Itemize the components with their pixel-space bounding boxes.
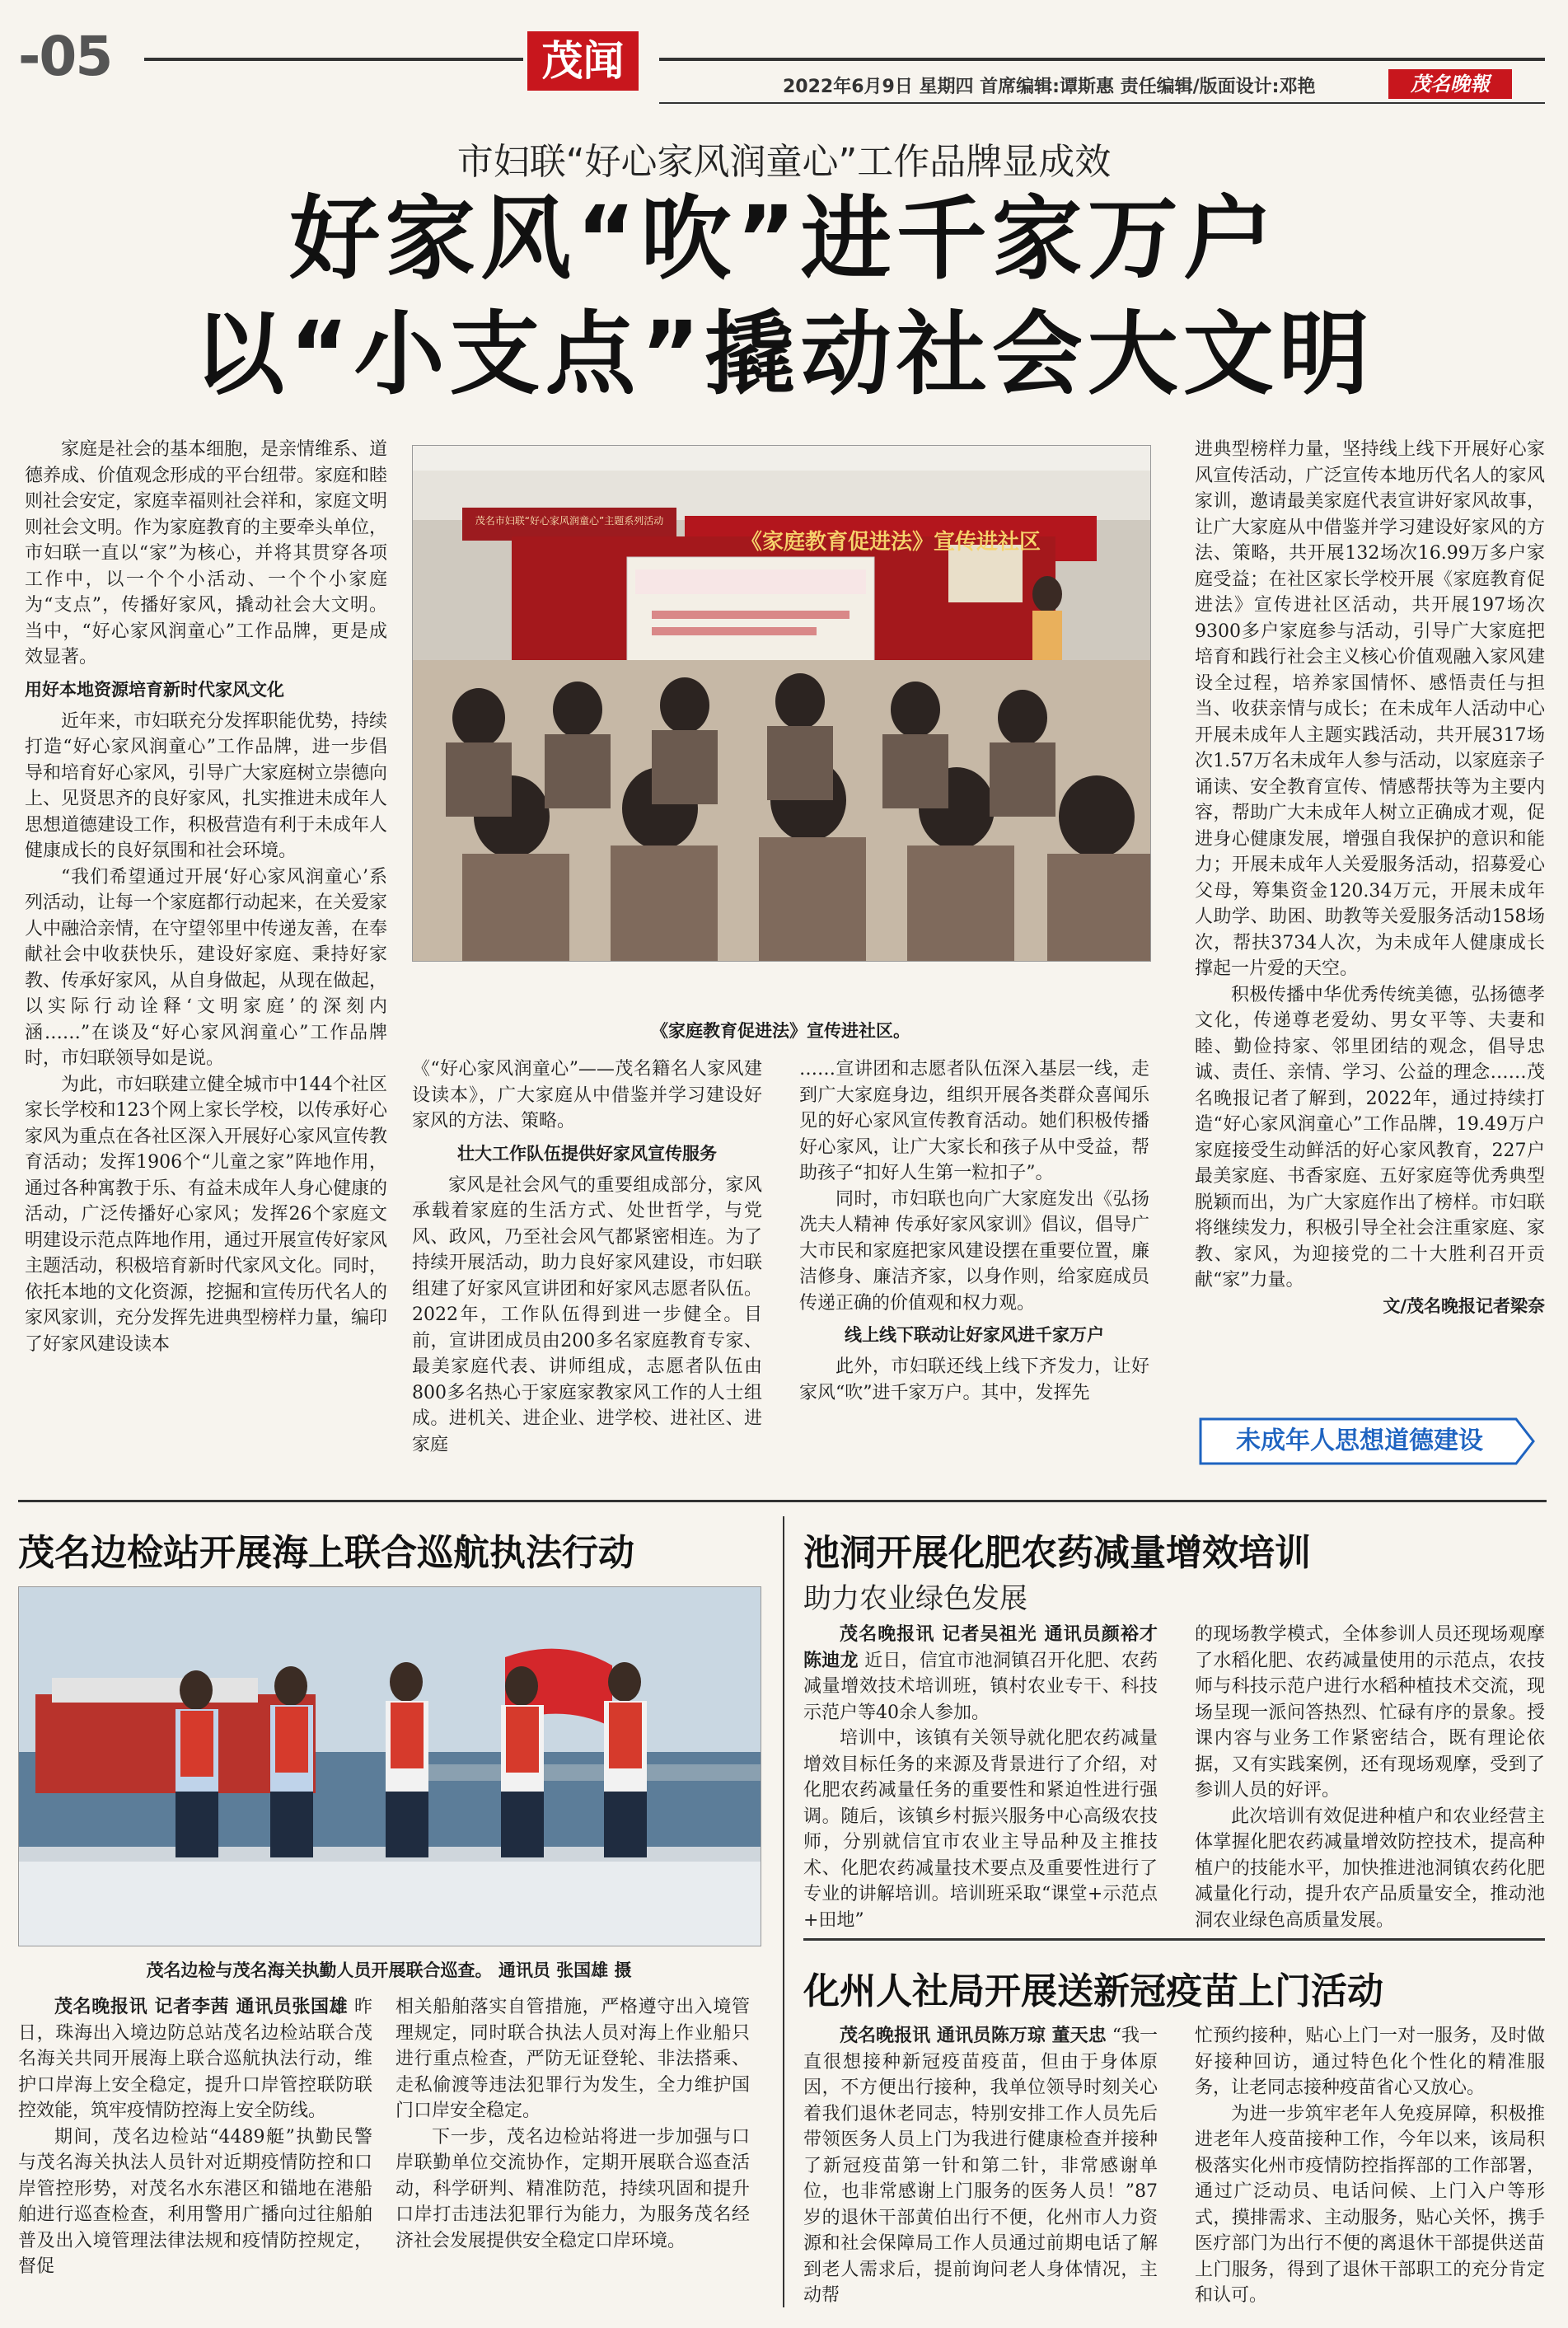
photo-banner-right: 《家庭教育促进法》宣传进社区 [740,530,1041,555]
lead-paragraph: 家庭是社会的基本细胞，是亲情维系、道德养成、价值观念形成的平台纽带。家庭和睦则社会安定，家庭幸福则社会祥和，家庭文明则社会文明。作为家庭教育的主要牵头单位，市妇联一直以“家”为核心，并将其贯穿各项工作中，以一个个小活动、一个个小家庭为“支点”，传播好家风，撬动社会大文明。当中，“好心家风润童心”工作品牌，更是成效显著。 [25,439,388,667]
border-paragraph: 相关船舶落实自管措施，严格遵守出入境管理规定，同时联合执法人员对海上作业船只进行重点检查，严防无证登轮、非法搭乘、走私偷渡等违法犯罪行为发生，全力维护国门口岸安全稳定。 [396,1997,750,2121]
vaccine-paragraph: 忙预约接种，贴心上门一对一服务，及时做好接种回访，通过特色化个性化的精准服务，让老同志接种疫苗省心又放心。 [1195,2026,1545,2098]
header-rule-left [144,58,523,61]
border-photo [18,1586,761,1946]
lead-paragraph: 家风是社会风气的重要组成部分，家风承载着家庭的生活方式、处世哲学，与党风、政风，乃至社会风气都紧密相连。为了持续开展活动，助力良好家风建设，市妇联组建了好家风宣讲团和好家风志愿者队伍。2022年，工作队伍得到进一步健全。目前，宣讲团成员由200多名家庭教育专家、最美家庭代表、讲师组成，志愿者队伍由800多名热心于家庭家教家风工作的人士组成。进机关、进企业、进学校、进社区、进家庭 [412,1174,762,1455]
lead-paragraph: 近年来，市妇联充分发挥职能优势，持续打造“好心家风润童心”工作品牌，进一步倡导和培育好心家风，引导广大家庭树立崇德向上、见贤思齐的良好家风，扎实推进未成年人思想道德建设工作，积极营造有利于未成年人健康成长的良好氛围和社会环境。 [25,710,388,861]
lead-headline-1: 好家风“吹”进千家万户 [289,186,1279,292]
lead-paragraph: “我们希望通过开展‘好心家风润童心’系列活动，让每一个家庭都行动起来，在关爱家人中融洽亲情，在守望邻里中传递友善，在奉献社会中收获快乐，建设好家庭、秉持好家教、传承好家风，从自身做起，从现在做起，以实际行动诠释‘文明家庭’的深刻内涵……”在谈及“好心家风润童心”工作品牌时，市妇联领导如是说。 [25,866,388,1069]
fertilizer-paragraph: 近日，信宜市池洞镇召开化肥、农药减量增效技术培训班，镇村农业专干、科技示范户等40余人参加。 [803,1650,1158,1723]
lead-photo [412,445,1151,962]
border-photo-caption: 茂名边检与茂名海关执勤人员开展联合巡查。 通讯员 张国雄 摄 [146,1960,632,1980]
photo-banner-left: 茂名市妇联“好心家风润童心”主题系列活动 [475,515,664,527]
column-divider [783,1516,784,2307]
border-column-1 [18,1994,372,2280]
fertilizer-headline: 池洞开展化肥农药减量增效培训 [803,1532,1311,1574]
fertilizer-paragraph: 的现场教学模式，全体参训人员还现场观摩了水稻化肥、农药减量使用的示范点，农技师与科技示范户进行水稻种植技术交流，现场呈现一派问答热烈、忙碌有序的景象。授课内容与业务工作紧密结合，既有理论依据，又有实践案例，还有现场观摩，受到了参训人员的好评。 [1195,1624,1545,1801]
border-headline: 茂名边检站开展海上联合巡航执法行动 [18,1532,634,1574]
fertilizer-subhead: 助力农业绿色发展 [803,1582,1027,1615]
topic-tag [1199,1417,1537,1465]
fertilizer-paragraph: 培训中，该镇有关领导就化肥农药减量增效目标任务的来源及背景进行了介绍，对化肥农药减量任务的重要性和紧迫性进行强调。随后，该镇乡村振兴服务中心高级农技师，分别就信宜市农业主导品种及主推技术、化肥农药减量技术要点及重要性进行了专业的讲解培训。培训班采取“课堂+示范点+田地” [803,1728,1158,1931]
section-divider [18,1500,1547,1502]
section-label: 茂闻 [527,31,639,91]
vaccine-lead-label: 茂名晚报讯 通讯员陈万琼 董天忠 [840,2026,1107,2046]
border-paragraph: 期间，茂名边检站“4489艇”执勤民警与茂名海关执法人员针对近期疫情防控和口岸管控形势，对茂名水东港区和锚地在港船舶进行巡查检查，利用警用广播向过往船舶普及出入境管理法律法规和疫情防控规定，督促 [18,2126,372,2277]
lead-paragraph: ……宣讲团和志愿者队伍深入基层一线，走到广大家庭身边，组织开展各类群众喜闻乐见的好心家风宣传教育活动。她们积极传播好心家风，让广大家长和孩子从中受益，帮助孩子“扣好人生第一粒扣子”。 [799,1059,1149,1183]
fertilizer-column-1 [803,1622,1158,1933]
header-info-line: 2022年6月9日 星期四 首席编辑:谭斯惠 责任编辑/版面设计:邓艳 [783,77,1316,97]
lead-paragraph: 为此，市妇联建立健全城市中144个社区家长学校和123个网上家长学校，以传承好心家风为重点在各社区深入开展好心家风宣传教育活动；发挥1906个“儿童之家”阵地作用，通过各种寓教于乐、有益未成年人身心健康的活动，广泛传播好心家风；发挥26个家庭文明建设示范点阵地作用，通过开展宣传好家风主题活动，积极培育新时代家风文化。同时，依托本地的文化资源，挖掘和宣传历代名人的家风家训，充分发挥先进典型榜样力量，编印了好家风建设读本 [25,1074,388,1355]
page-number: -05 [18,25,112,88]
lead-kicker: 市妇联“好心家风润童心”工作品牌显成效 [456,141,1112,183]
fertilizer-lead-label: 茂名晚报讯 记者吴祖光 通讯员颜裕才 陈迪龙 [803,1624,1158,1671]
lead-subhead-3: 线上线下联动让好家风进千家万户 [845,1325,1104,1345]
lead-byline: 文/茂名晚报记者梁奈 [1383,1295,1545,1316]
lead-paragraph: 《“好心家风润童心”——茂名籍名人家风建设读本》，广大家庭从中借鉴并学习建设好家风的方法、策略。 [412,1059,762,1131]
fertilizer-column-2 [1195,1622,1545,1933]
lead-paragraph: 同时，市妇联也向广大家庭发出《弘扬冼夫人精神 传承好家风家训》倡议，倡导广大市民和家庭把家风建设摆在重要位置，廉洁修身、廉洁齐家，以身作则，给家庭成员传递正确的价值观和权力观。 [799,1188,1149,1314]
lead-column-4 [1195,437,1545,1319]
lead-column-1 [25,437,387,1357]
lead-subhead-2: 壮大工作队伍提供好家风宣传服务 [457,1143,717,1164]
header-rule-right [659,58,1545,61]
masthead-logo: 茂名晚報 [1388,69,1512,99]
border-paragraph: 下一步，茂名边检站将进一步加强与口岸联勤单位交流协作，定期开展联合巡查活动，科学研判、精准防范，持续巩固和提升口岸打击违法犯罪行为能力，为服务茂名经济社会发展提供安全稳定口岸环境。 [396,2126,750,2251]
right-section-divider [803,1938,1545,1941]
vaccine-paragraph: 为进一步筑牢老年人免疫屏障，积极推进老年人疫苗接种工作，今年以来，该局积极落实化州市疫情防控指挥部的工作部署，通过广泛动员、电话问候、上门入户等形式，摸排需求、主动服务，贴心关怀，携手医疗部门为出行不便的离退休干部提供送苗上门服务，得到了退休干部职工的充分肯定和认可。 [1195,2103,1545,2306]
vaccine-column-1 [803,2023,1158,2309]
lead-photo-caption: 《家庭教育促进法》宣传进社区。 [651,1021,910,1041]
lead-subhead-1: 用好本地资源培育新时代家风文化 [25,679,284,700]
vaccine-column-2 [1195,2023,1545,2309]
lead-paragraph: 此外，市妇联还线上线下齐发力，让好家风“吹”进千家万户。其中，发挥先 [799,1356,1149,1403]
header-underline [659,102,1545,104]
patrol-boat-illustration [19,1587,761,1946]
lead-column-2 [412,1056,762,1458]
lead-headline-2: 以“小支点”撬动社会大文明 [194,302,1374,407]
border-column-2 [396,1994,750,2254]
vaccine-headline: 化州人社局开展送新冠疫苗上门活动 [803,1970,1383,2012]
border-paragraph: 昨日，珠海出入境边防总站茂名边检站联合茂名海关共同开展海上联合巡航执法行动，维护口岸海上安全稳定，提升口岸管控联防联控效能，筑牢疫情防控海上安全防线。 [18,1997,373,2121]
lead-column-3 [799,1056,1149,1406]
lead-paragraph: 积极传播中华优秀传统美德，弘扬德孝文化，传递尊老爱幼、男女平等、夫妻和睦、勤俭持家、邻里团结的观念，倡导忠诚、责任、亲情、学习、公益的理念……茂名晚报记者了解到，2022年，通过持续打造“好心家风润童心”工作品牌，19.49万户家庭接受生动鲜活的好心家风教育，227户最美家庭、书香家庭、五好家庭等优秀典型脱颖而出，为广大家庭作出了榜样。市妇联将继续发力，积极引导全社会注重家庭、家教、家风，为迎接党的二十大胜利召开贡献“家”力量。 [1195,984,1545,1290]
vaccine-paragraph: “我一直很想接种新冠疫苗疫苗，但由于身体原因，不方便出行接种，我单位领导时刻关心着我们退休老同志，特别安排工作人员先后带领医务人员上门为我进行健康检查并接种了新冠疫苗第一针和第二针，非常感谢单位，也非常感谢上门服务的医务人员！”87岁的退休干部黄伯出行不便，化州市人力资源和社会保障局工作人员通过前期电话了解到老人需求后，提前询问老人身体情况，主动帮 [803,2026,1158,2306]
topic-tag-label: 未成年人思想道德建设 [1236,1426,1483,1455]
fertilizer-paragraph: 此次培训有效促进种植户和农业经营主体掌握化肥农药减量增效防控技术，提高种植户的技能水平，加快推进池洞镇农药化肥减量化行动，提升农产品质量安全，推动池洞农业绿色高质量发展。 [1195,1806,1545,1931]
lead-paragraph: 进典型榜样力量，坚持线上线下开展好心家风宣传活动，广泛宣传本地历代名人的家风家训，邀请最美家庭代表宣讲好家风故事，让广大家庭从中借鉴并学习建设好家风的方法、策略，共开展132场次16.99万多户家庭受益；在社区家长学校开展《家庭教育促进法》宣传进社区活动，共开展197场次9300多户家庭参与活动，引导广大家庭把培育和践行社会主义核心价值观融入家风建设全过程，培养家国情怀、感悟责任与担当、收获亲情与成长；在未成年人活动中心开展未成年人主题实践活动，共开展317场次1.57万名未成年人参与活动，以家庭亲子诵读、安全教育宣传、情感帮扶等为主要内容，帮助广大未成年人树立正确成才观，促进身心健康发展，增强自我保护的意识和能力；开展未成年人关爱服务活动，招募爱心父母，筹集资金120.34万元，开展未成年人助学、助困、助教等关爱服务活动158场次，帮扶3734人次，为未成年人健康成长撑起一片爱的天空。 [1195,439,1545,979]
border-lead-label: 茂名晚报讯 记者李茜 通讯员张国雄 [54,1997,349,2017]
